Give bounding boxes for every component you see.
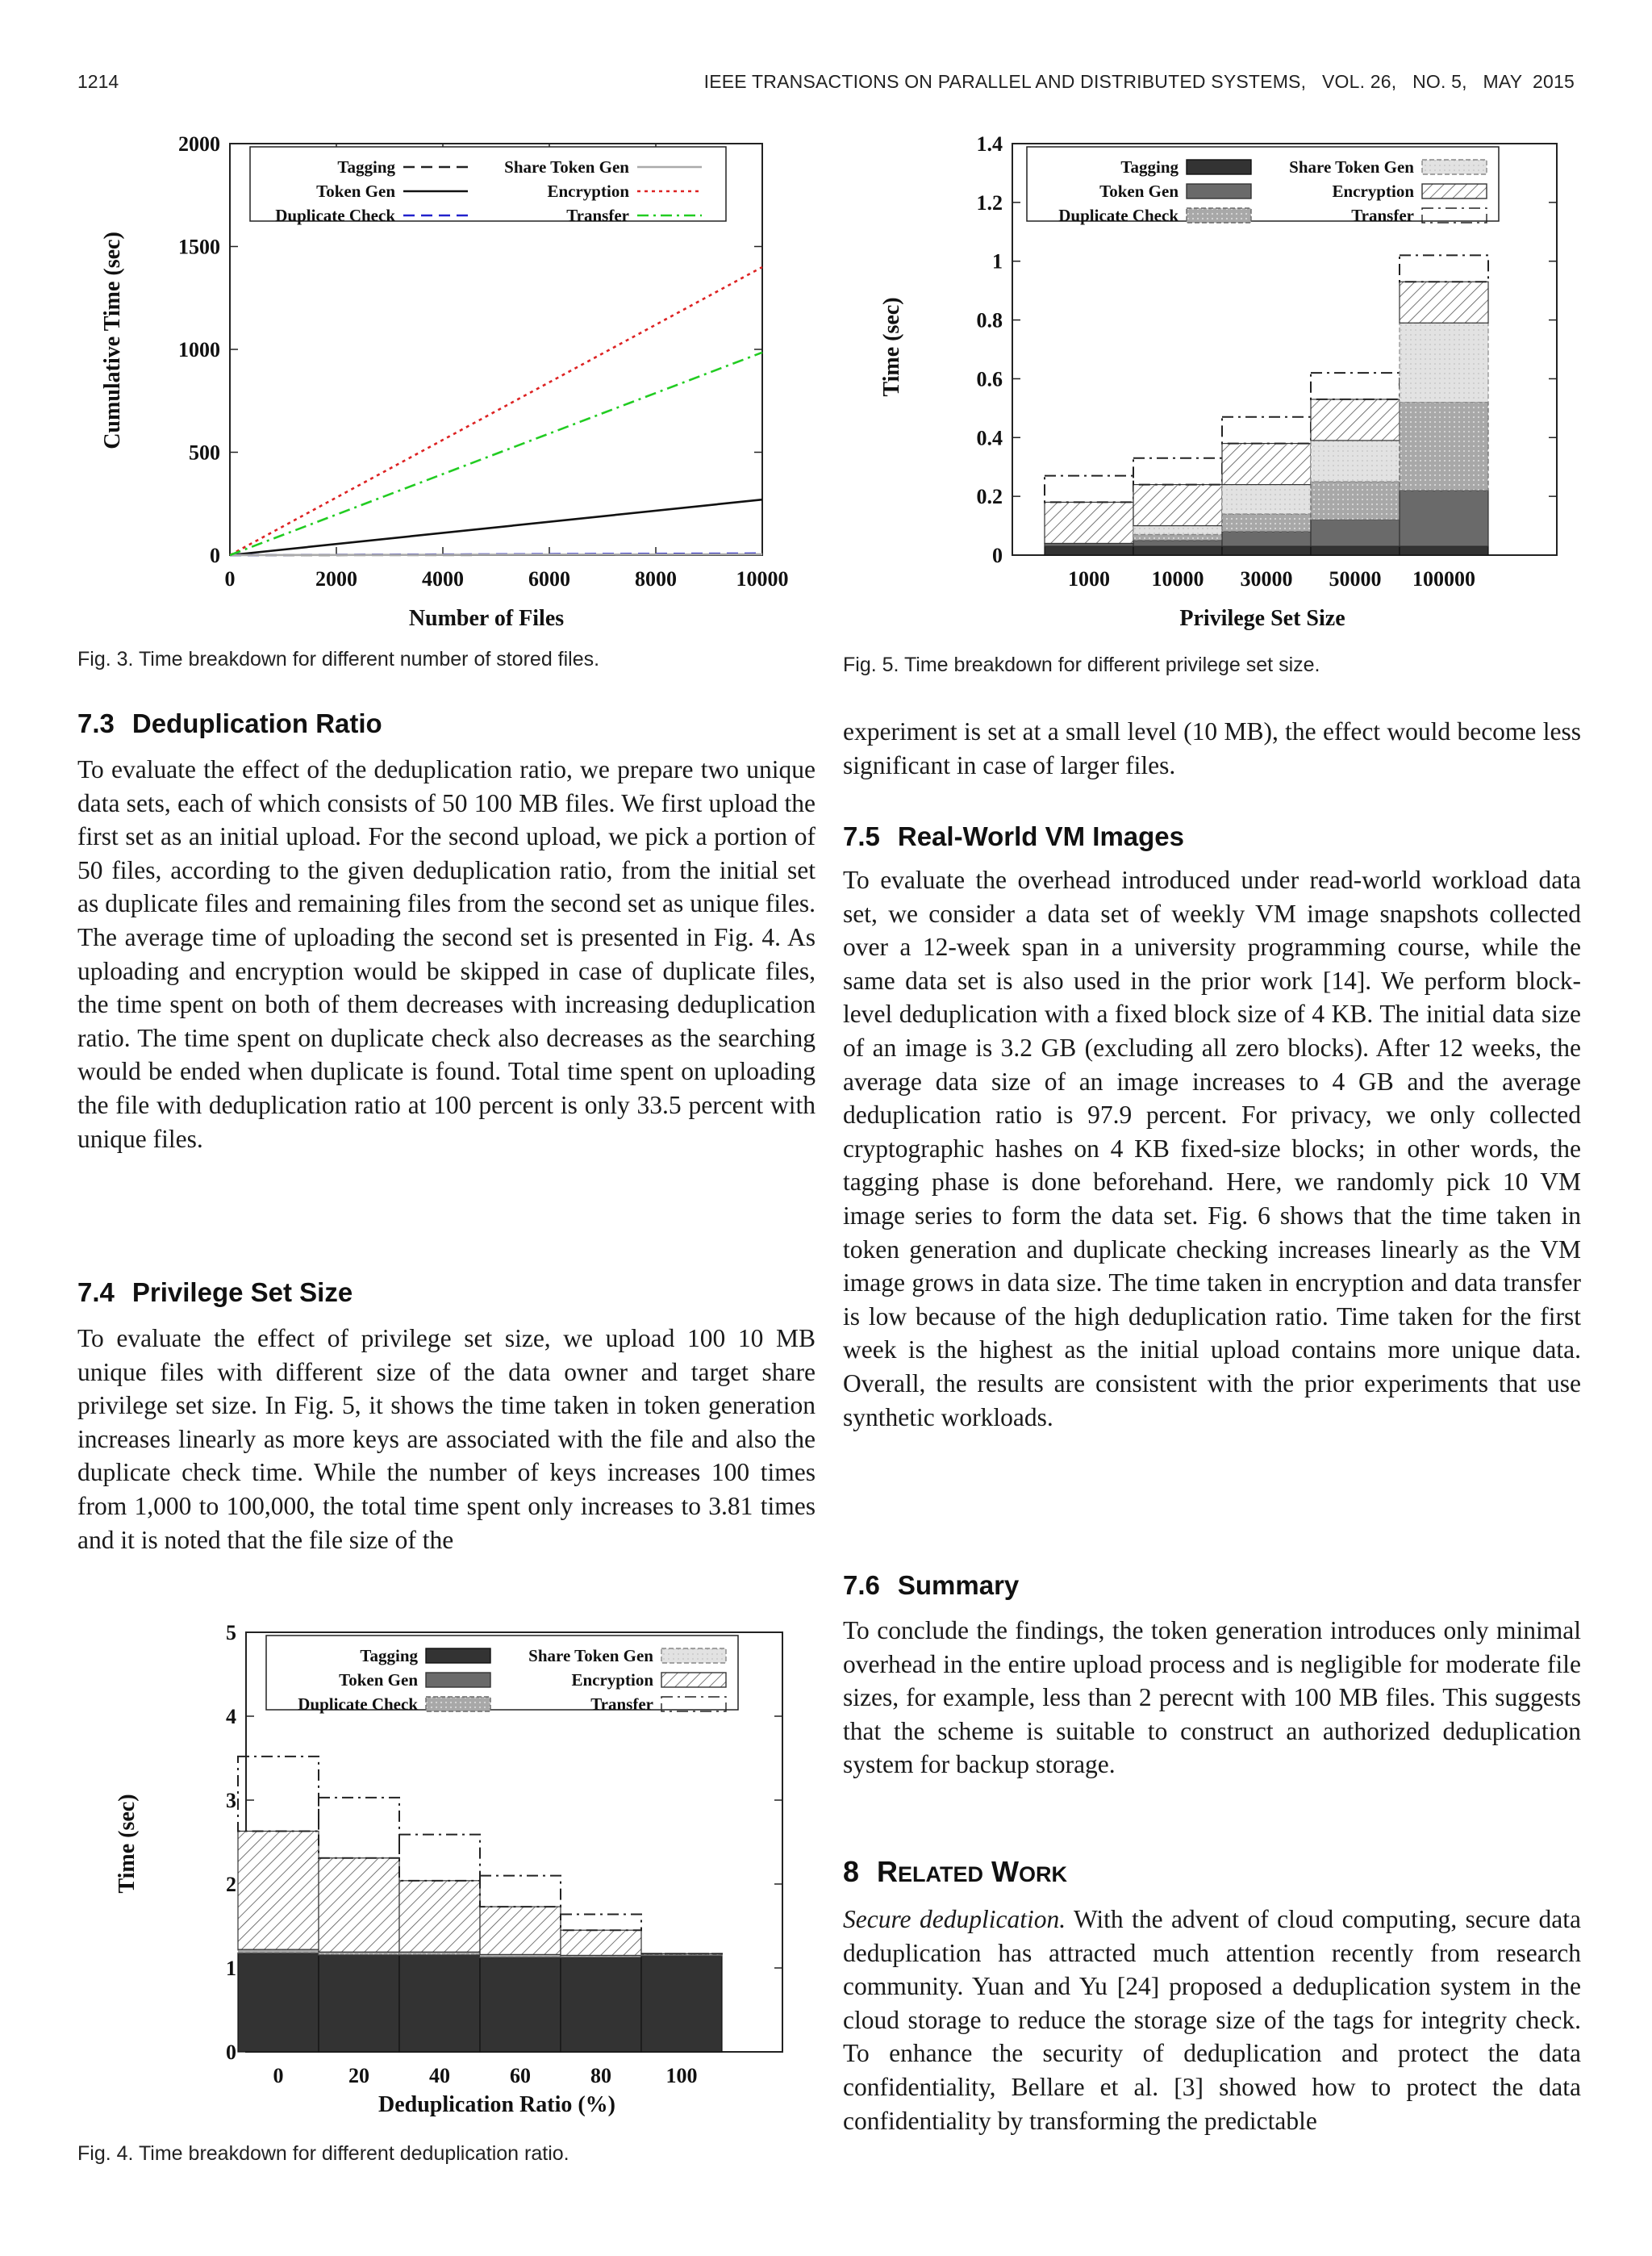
section-7-3-body: To evaluate the effect of the deduplication ratio, we prepare two unique data sets, each of which consists of 50 100 MB files. We first upload the first set as an initial upload. For the second upload, we pick a portion of 50 files, according to the given deduplication ratio, from the initial set as duplicate files and remaining files from the second set as unique files. The average time of uploading the second set is presented in Fig. 4. As uploading and encryption would be skipped in case of duplicate files, the time spent on both of them decreases with increasing deduplication ratio. The time spent on duplicate check also decreases as the searching would be ended when duplicate is found. Total time spent on uploading the file with deduplication ratio at 100 percent is only 33.5 percent with unique files. [77,755,816,1153]
section-7-5-body: To evaluate the overhead introduced under read-world workload data set, we consider a data set of weekly VM image snapshots collected over a 12-week span in a university programming course, while the same data set is also used in the prior work [14]. We perform block-level deduplication with a fixed block size of 4 KB. The initial data size of an image is 3.2 GB (excluding all zero blocks). After 12 weeks, the average data size of an image increases to 4 GB and the average deduplication ratio is 97.9 percent. For privacy, we only collected cryptographic hashes on 4 KB fixed-size blocks; in other words, the tagging phase is done beforehand. Here, we randomly pick 10 VM image series to form the data set. Fig. 6 shows that the time taken in token generation and duplicate checking increases linearly as the VM image grows in data size. The time taken in encryption and data transfer is low because of the high deduplication ratio. Time taken for the first week is the highest as the initial upload contains more unique data. Overall, the results are consistent with the prior experiments that use synthetic workloads. [843,866,1581,1431]
fig4-legend-swatch [426,1673,490,1687]
fig5-x-tick-label: 1000 [1068,567,1110,591]
fig5-y-tick-label: 0.4 [976,426,1003,450]
fig4-y-tick-label: 0 [226,2041,236,2064]
fig3-x-tick-label: 10000 [736,567,789,591]
section-7-4-heading [77,1277,353,1308]
fig4-legend-label: Duplicate Check [298,1694,418,1714]
fig5-legend-swatch [1187,184,1251,198]
fig4-y-axis-label: Time (sec) [115,1794,140,1894]
section-8-title-r: R [877,1855,899,1888]
section-8-title-w: W [991,1855,1020,1888]
fig4-bar-transfer [480,1876,561,1907]
fig3-legend-label: Tagging [337,157,395,177]
fig3-y-tick-label: 1500 [178,235,220,259]
fig5-y-tick-label: 1.2 [976,190,1003,215]
fig3-y-tick-label: 1000 [178,338,220,361]
fig3-legend-label: Duplicate Check [275,206,395,225]
fig3-line-chart [89,129,799,645]
fig4-bar-duplicate-check [238,1949,319,1953]
journal-header: IEEE TRANSACTIONS ON PARALLEL AND DISTRIBUTED SYSTEMS, VOL. 26, NO. 5, MAY 2015 [703,71,1575,92]
fig5-bar-share-token-gen [1400,323,1488,402]
fig5-bar-encryption [1311,399,1400,441]
fig5-bar-share-token-gen [1222,485,1311,514]
fig3-x-tick-label: 6000 [528,567,570,591]
section-7-3-title: Deduplication Ratio [131,708,382,738]
section-7-5-title: Real-World VM Images [897,821,1185,851]
fig4-bar-tagging [399,1955,480,2052]
section-7-4-title: Privilege Set Size [131,1277,353,1307]
fig5-bar-share-token-gen [1133,526,1222,535]
fig5-bar-share-token-gen [1311,441,1400,482]
fig5-legend-label: Token Gen [1099,182,1179,201]
fig5-legend-swatch [1187,208,1251,223]
fig3-legend-label: Transfer [566,206,629,225]
fig3-y-tick-label: 500 [189,441,220,465]
fig4-bar-transfer [399,1835,480,1881]
fig3-x-tick-label: 2000 [315,567,357,591]
fig5-bar-transfer [1045,476,1133,503]
fig4-legend-swatch [426,1648,490,1663]
fig4-x-tick-label: 0 [273,2064,284,2087]
fig4-bar-encryption [238,1831,319,1949]
fig4-bar-transfer [561,1914,641,1930]
fig4-x-tick-label: 100 [665,2064,698,2087]
fig3-x-axis-label: Number of Files [408,606,565,631]
section-7-6-title: Summary [897,1570,1020,1600]
section-7-6-body: To conclude the findings, the token generation introduces only minimal overhead in the entire upload process and is negligible for moderate file sizes, for example, less than 2 perecnt with 100 MB files. This suggests that the scheme is suitable to construct an authorized deduplication system for backup storage. [843,1616,1581,1779]
fig3-x-tick-label: 4000 [422,567,464,591]
fig5-legend-label: Duplicate Check [1058,206,1179,225]
fig4-y-tick-label: 2 [226,1873,236,1896]
fig4-bar-tagging [561,1958,641,2052]
fig5-bar-encryption [1400,282,1488,323]
fig3-y-tick-label: 2000 [178,132,220,156]
section-7-5-number: 7.5 [843,821,880,851]
page-number: 1214 [77,71,119,92]
fig5-x-tick-label: 10000 [1151,567,1204,591]
fig5-bar-duplicate-check [1133,535,1222,541]
fig5-x-tick-label: 30000 [1240,567,1293,591]
fig4-legend-label: Token Gen [339,1670,418,1690]
fig4-legend-label: Transfer [590,1694,653,1714]
fig4-legend-swatch [661,1648,726,1663]
section-8-lead: Secure deduplication. [843,1905,1066,1933]
fig5-y-tick-label: 0 [992,544,1003,567]
fig5-y-tick-label: 0.8 [976,308,1003,332]
fig3-x-tick-label: 8000 [635,567,677,591]
fig5-bar-duplicate-check [1311,482,1400,520]
fig5-bar-transfer [1133,458,1222,485]
fig3-series-line-transfer [230,353,762,555]
fig5-bar-tagging [1045,546,1133,555]
fig5-bar-transfer [1400,255,1488,282]
fig4-x-tick-label: 40 [429,2064,450,2087]
fig5-bar-tagging [1400,546,1488,555]
fig5-bar-duplicate-check [1400,403,1488,491]
fig3-series-line-share-token-gen [230,554,762,555]
fig4-bar-transfer [319,1798,399,1858]
section-7-6-number: 7.6 [843,1570,880,1600]
fig3-legend-label: Share Token Gen [504,157,629,177]
fig5-y-tick-label: 0.6 [976,367,1003,391]
fig5-bar-chart [871,129,1581,645]
fig5-x-tick-label: 50000 [1329,567,1382,591]
fig4-bar-encryption [399,1881,480,1952]
fig4-bar-tagging [319,1955,399,2052]
section-7-4-body: To evaluate the effect of privilege set size, we upload 100 10 MB unique files with different size of the data owner and target share privilege set size. In Fig. 5, it shows the time taken in token generation increases linearly as more keys are associated with the file and also the duplicate check time. While the number of keys increases 100 times from 1,000 to 100,000, the total time spent only increases to 3.81 times and it is noted that the file size of the [77,1324,816,1554]
fig5-legend-label: Tagging [1120,157,1179,177]
fig5-bar-tagging [1311,546,1400,555]
fig5-bar-token-gen [1400,491,1488,546]
fig3-legend-label: Encryption [547,182,629,201]
fig5-y-tick-label: 1.4 [976,132,1003,156]
fig4-bar-encryption [319,1858,399,1952]
section-7-4-continued: experiment is set at a small level (10 MB), the effect would become less significant in case of larger files. [843,717,1581,779]
fig5-y-tick-label: 0.2 [976,485,1003,509]
fig3-series-line-encryption [230,267,762,555]
fig4-x-tick-label: 20 [348,2064,369,2087]
fig3-legend-label: Token Gen [316,182,395,201]
section-8-heading [843,1855,1067,1889]
section-8-title-ork: ORK [1019,1862,1068,1886]
fig4-bar-encryption [480,1907,561,1954]
fig5-y-tick-label: 1 [992,249,1003,274]
fig4-legend-swatch [426,1697,490,1711]
fig4-x-tick-label: 60 [510,2064,531,2087]
fig5-bar-token-gen [1133,541,1222,546]
fig5-x-tick-label: 100000 [1412,567,1475,591]
section-8-text: With the advent of cloud computing, secure data deduplication has attracted much attention recently from research community. Yuan and Yu [24] proposed a deduplication system in the cloud storage to reduce the storage size of the tags for integrity check. To enhance the security of deduplication and protect the data confidentiality, Bellare et al. [3] showed how to protect the data confidentiality by transforming the predictable [843,1905,1581,2135]
fig5-bar-duplicate-check [1222,514,1311,532]
fig5-bar-encryption [1222,444,1311,485]
fig3-y-tick-label: 0 [210,544,220,567]
section-7-3-number: 7.3 [77,708,115,738]
fig5-bar-transfer [1311,373,1400,399]
fig5-bar-transfer [1222,417,1311,444]
fig4-legend-label: Tagging [360,1646,418,1665]
fig3-y-axis-label: Cumulative Time (sec) [100,232,125,449]
fig4-caption: Fig. 4. Time breakdown for different deduplication ratio. [77,2142,569,2165]
fig5-caption: Fig. 5. Time breakdown for different privilege set size. [843,654,1320,676]
fig4-y-tick-label: 1 [226,1957,236,1980]
fig4-bar-tagging [238,1953,319,2052]
fig5-legend-label: Share Token Gen [1289,157,1414,177]
fig4-legend-label: Share Token Gen [528,1646,653,1665]
fig5-bar-token-gen [1311,520,1400,546]
section-7-5-heading [843,821,1184,852]
fig4-y-tick-label: 3 [226,1789,236,1812]
fig5-bar-tagging [1222,546,1311,555]
fig5-legend-swatch [1422,160,1487,174]
fig5-legend-label: Encryption [1332,182,1414,201]
fig4-bar-chart [105,1618,815,2134]
fig5-bar-tagging [1133,546,1222,555]
fig4-legend-label: Encryption [571,1670,653,1690]
fig4-bar-encryption [561,1930,641,1955]
fig4-bar-tagging [480,1958,561,2052]
fig4-y-tick-label: 5 [226,1621,236,1644]
section-7-3-heading [77,708,382,739]
section-7-6-heading [843,1570,1019,1601]
fig5-bar-encryption [1133,485,1222,526]
fig4-bar-tagging [641,1956,722,2052]
fig4-x-tick-label: 80 [590,2064,611,2087]
fig4-bar-transfer [238,1757,319,1832]
fig4-x-axis-label: Deduplication Ratio (%) [378,2092,615,2117]
fig5-bar-encryption [1045,502,1133,543]
section-8-title-elated: ELATED [898,1862,984,1886]
fig5-legend-label: Transfer [1351,206,1414,225]
section-7-4-number: 7.4 [77,1277,115,1307]
section-8-body [843,1903,1581,2137]
fig5-bar-token-gen [1222,532,1311,546]
fig5-x-axis-label: Privilege Set Size [1179,606,1345,631]
fig3-series-line-token-gen [230,499,762,555]
fig4-legend-swatch [661,1673,726,1687]
fig3-caption: Fig. 3. Time breakdown for different number of stored files. [77,648,600,671]
section-8-number: 8 [843,1855,860,1888]
fig5-legend-swatch [1422,184,1487,198]
fig5-legend-swatch [1187,160,1251,174]
fig5-y-axis-label: Time (sec) [879,297,904,397]
fig4-y-tick-label: 4 [226,1705,236,1728]
fig3-x-tick-label: 0 [224,567,236,591]
